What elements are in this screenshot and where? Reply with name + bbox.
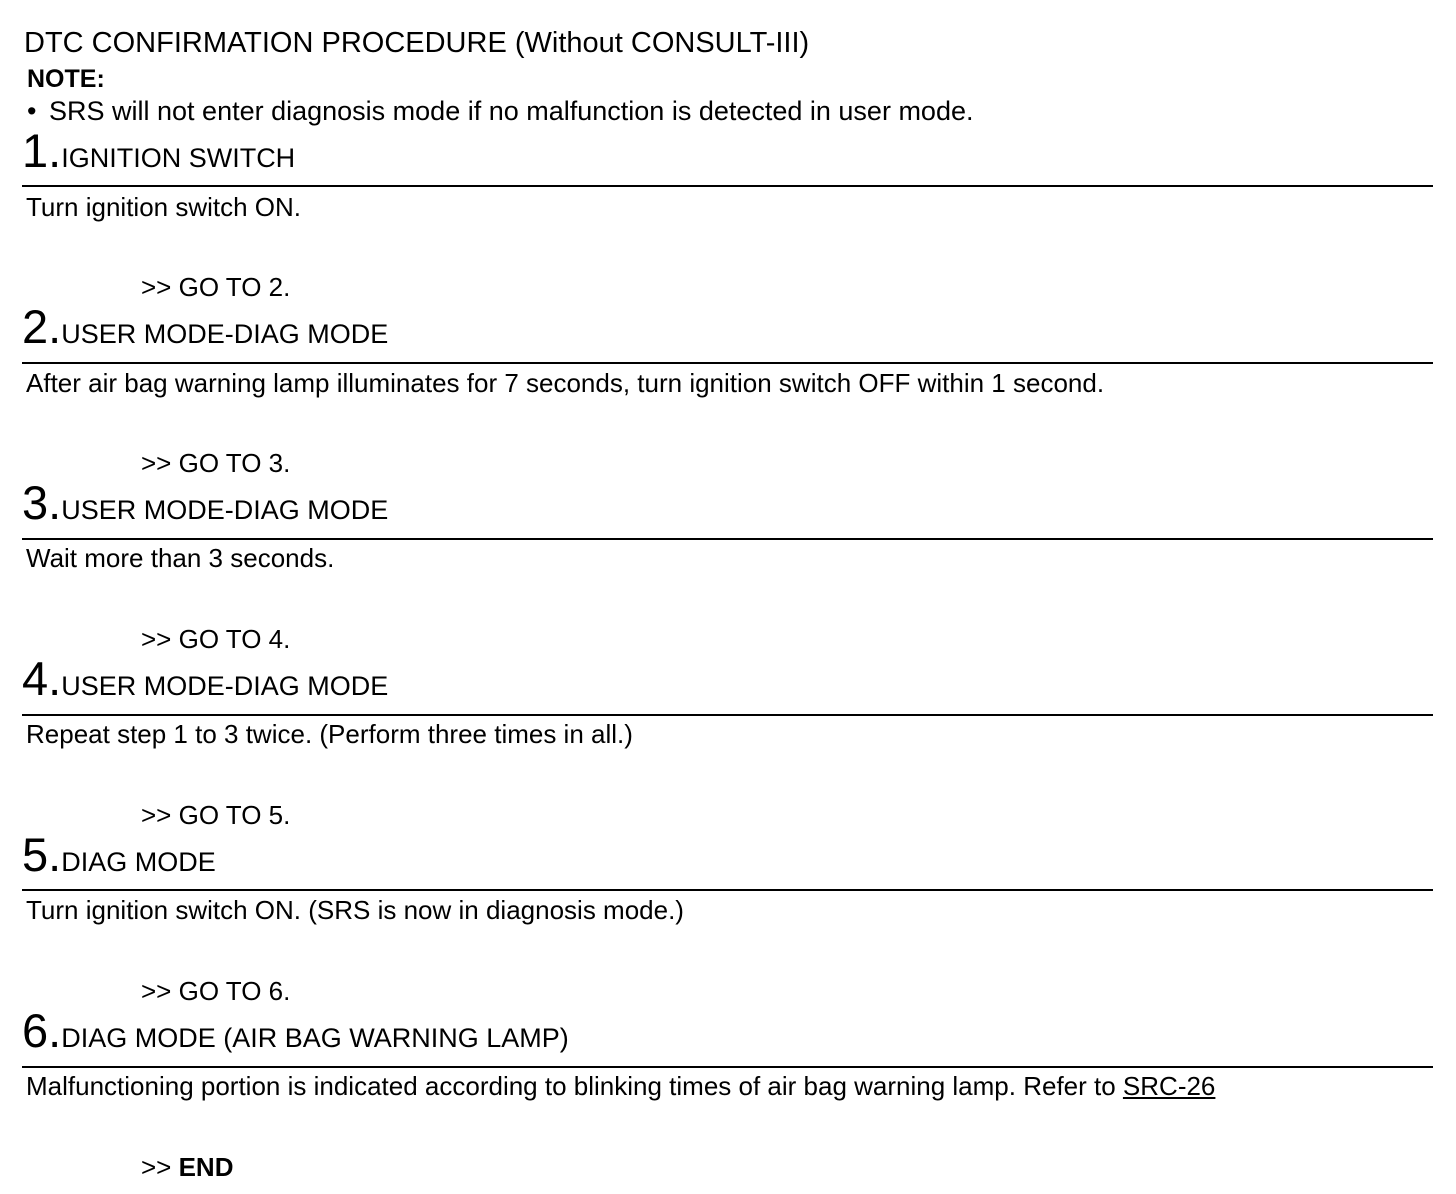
- step-3-goto: >> GO TO 4.: [141, 624, 291, 654]
- step-number: 1.: [22, 124, 62, 177]
- step-divider: [22, 185, 1433, 187]
- step-title: DIAG MODE (AIR BAG WARNING LAMP): [61, 1023, 569, 1053]
- step-4-body: Repeat step 1 to 3 twice. (Perform three times in all.): [26, 719, 633, 749]
- step-5-body: Turn ignition switch ON. (SRS is now in diagnosis mode.): [26, 895, 684, 925]
- step-2-goto: >> GO TO 3.: [141, 448, 291, 478]
- step-6-body: [26, 1071, 1215, 1101]
- step-number: 4.: [22, 652, 62, 705]
- step-1-heading: [22, 126, 295, 176]
- src-26-link[interactable]: SRC-26: [1122, 1071, 1216, 1101]
- step-2-body: After air bag warning lamp illuminates for 7 seconds, turn ignition switch OFF within 1 second.: [26, 368, 1105, 398]
- step-divider: [22, 362, 1433, 364]
- step-6-goto: [141, 1152, 234, 1182]
- step-number: 6.: [22, 1004, 62, 1057]
- step-number: 3.: [22, 476, 62, 529]
- step-title: IGNITION SWITCH: [61, 143, 296, 173]
- step-6-body-text: Malfunctioning portion is indicated according to blinking times of air bag warning lamp. Refer to: [26, 1071, 1123, 1101]
- step-2-heading: [22, 302, 388, 352]
- step-5-goto: >> GO TO 6.: [141, 976, 291, 1006]
- note-heading: NOTE:: [27, 65, 105, 93]
- step-1-body: Turn ignition switch ON.: [26, 192, 302, 222]
- step-5-heading: [22, 830, 216, 880]
- step-number: 2.: [22, 300, 62, 353]
- step-divider: [22, 889, 1433, 891]
- step-title: USER MODE-DIAG MODE: [61, 671, 389, 701]
- step-divider: [22, 1066, 1433, 1068]
- step-4-heading: [22, 654, 388, 704]
- step-number: 5.: [22, 828, 62, 881]
- step-3-heading: [22, 478, 388, 528]
- note-text: SRS will not enter diagnosis mode if no malfunction is detected in user mode.: [49, 96, 974, 126]
- goto-prefix: >>: [141, 1152, 179, 1182]
- step-divider: [22, 714, 1433, 716]
- step-title: USER MODE-DIAG MODE: [61, 495, 389, 525]
- step-title: DIAG MODE: [61, 847, 216, 877]
- step-divider: [22, 538, 1433, 540]
- step-6-heading: [22, 1006, 569, 1056]
- step-title: USER MODE-DIAG MODE: [61, 319, 389, 349]
- step-4-goto: >> GO TO 5.: [141, 800, 291, 830]
- note-bullet-item: [27, 95, 974, 127]
- step-1-goto: >> GO TO 2.: [141, 272, 291, 302]
- page-title: DTC CONFIRMATION PROCEDURE (Without CONSULT-III): [24, 27, 810, 59]
- bullet-dot: •: [27, 96, 37, 126]
- end-label: END: [178, 1152, 234, 1182]
- step-3-body: Wait more than 3 seconds.: [26, 543, 335, 573]
